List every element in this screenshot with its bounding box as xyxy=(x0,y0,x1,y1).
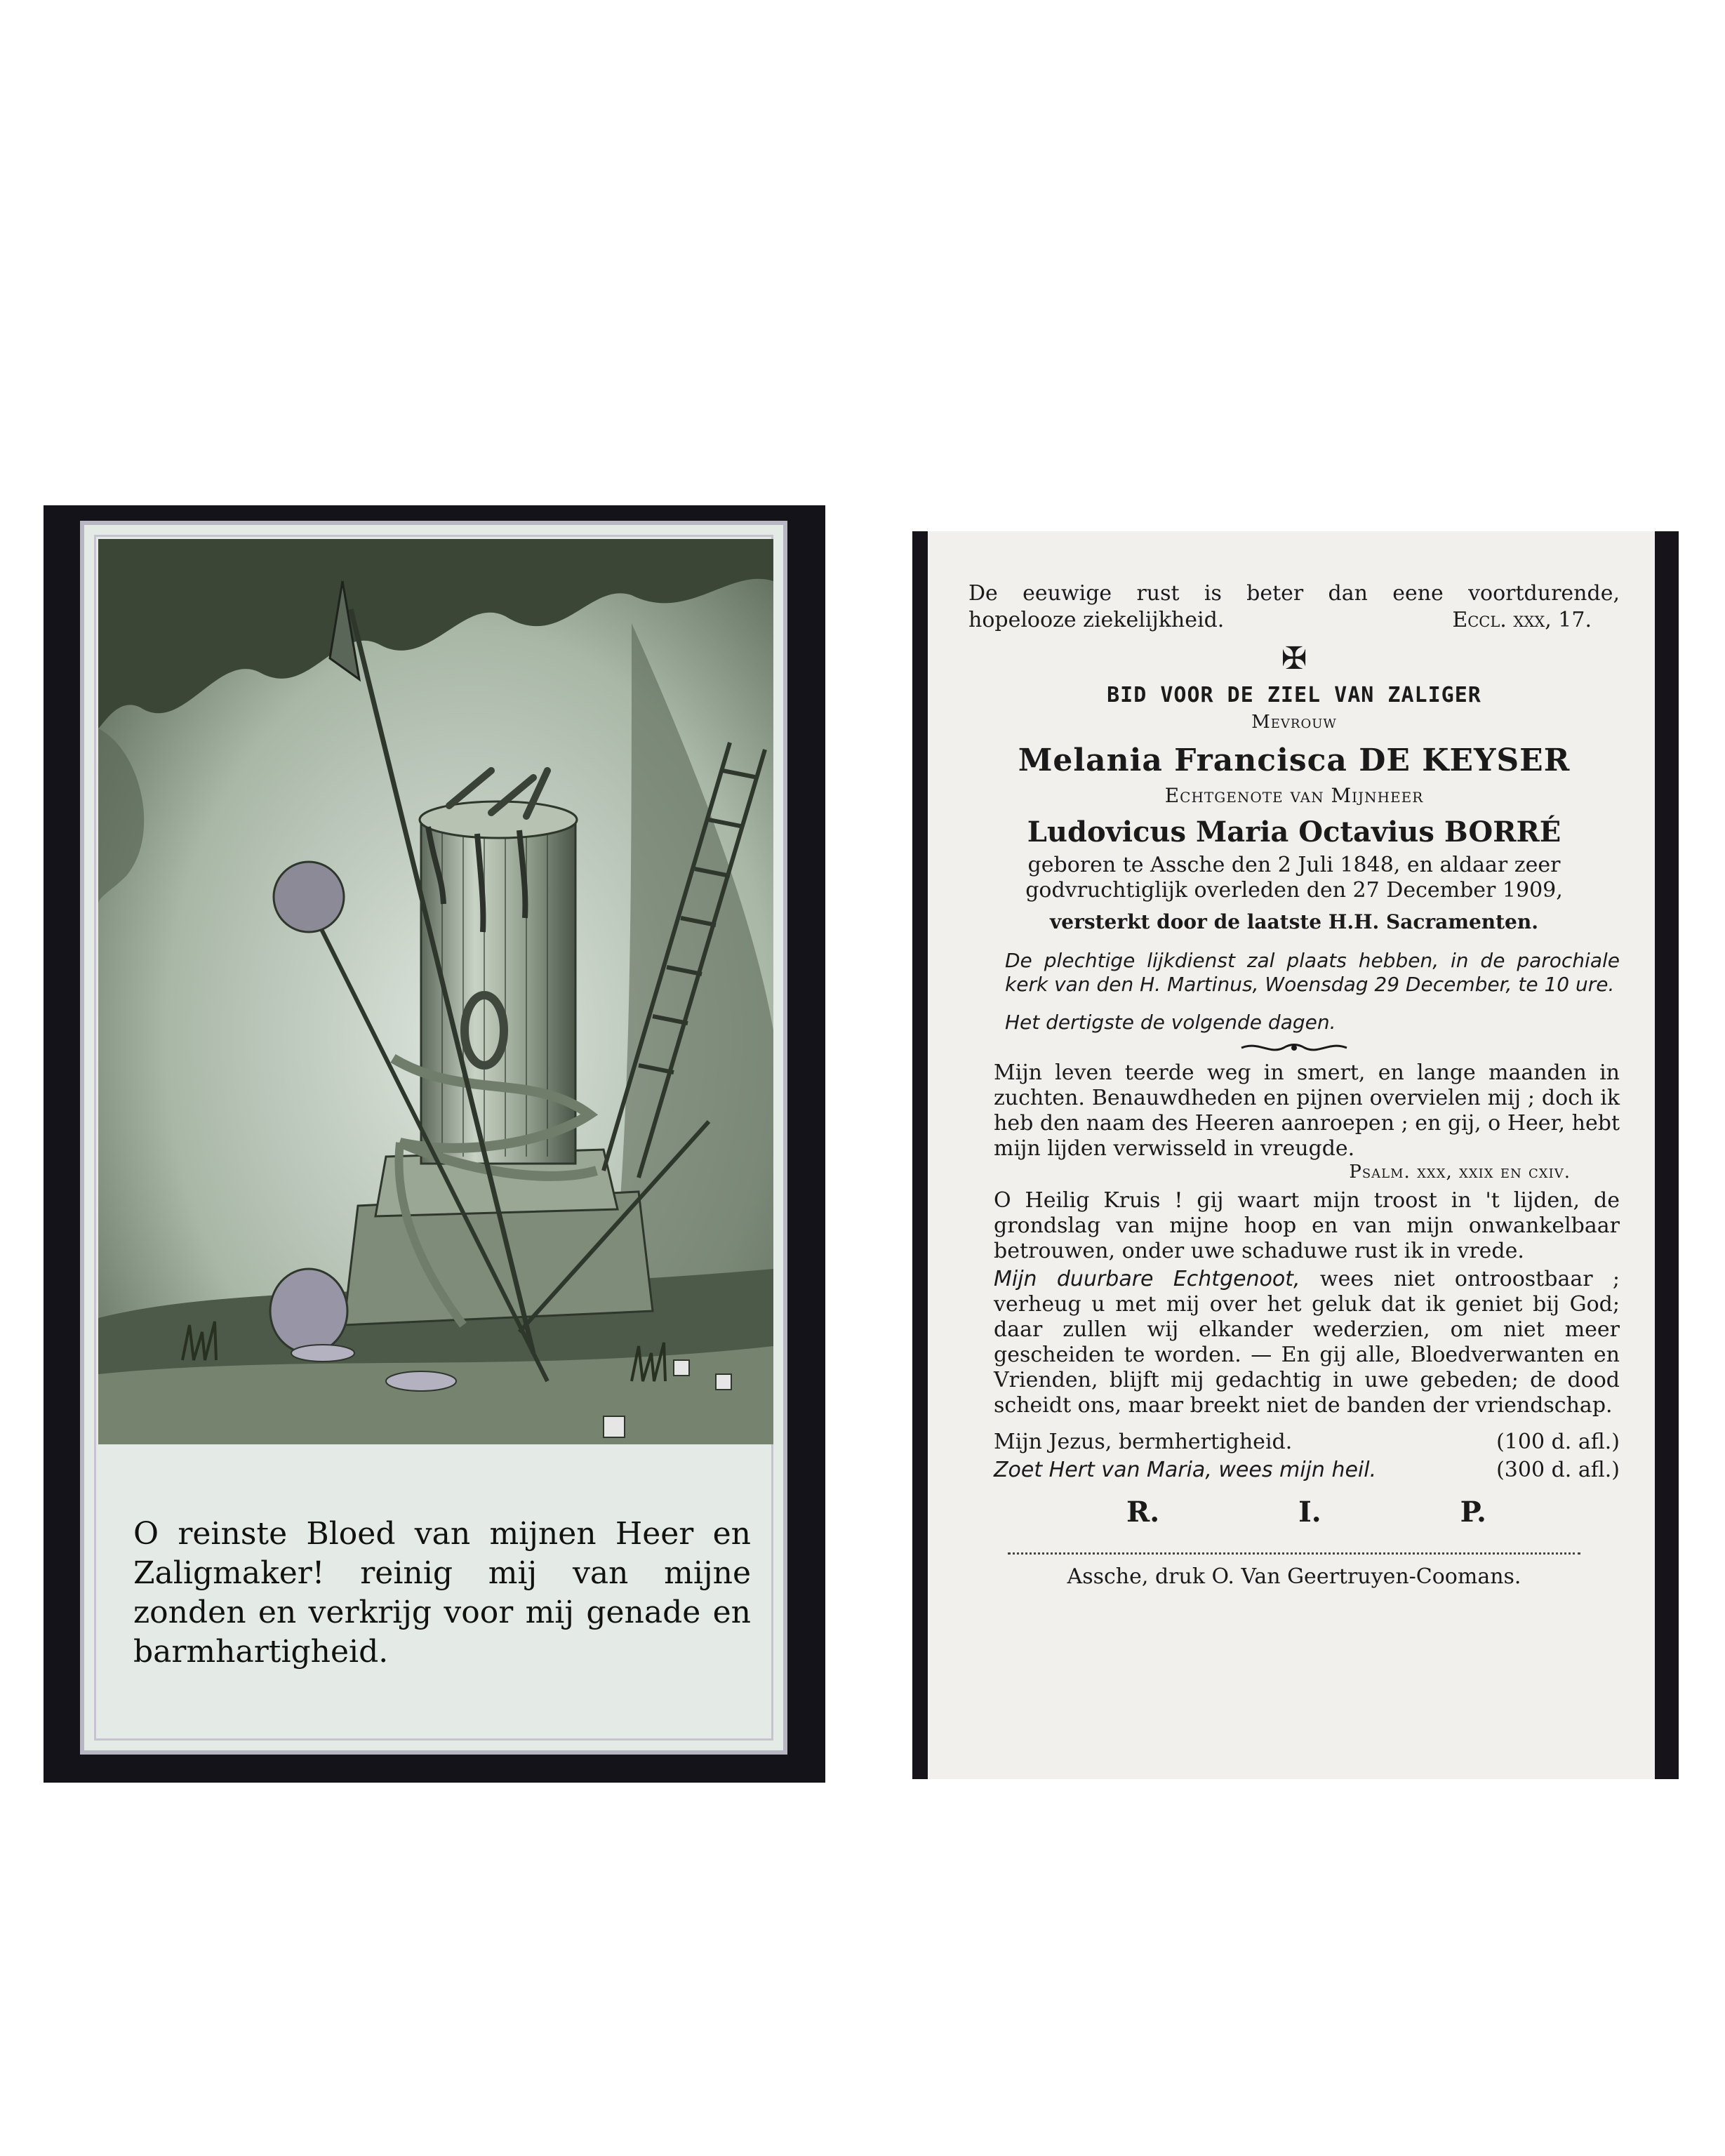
verse-2: O Heilig Kruis ! gij waart mijn troost in 't lijden, de grondslag van mijne hoop en van mijn onwankelbaar betrouwen, onder uwe schaduwe rust ik in vrede. xyxy=(994,1188,1620,1263)
funeral-notice: De plechtige lijkdienst zal plaats hebben, in de parochiale kerk van den H. Martinus, Woensdag 29 December, te 10 ure. xyxy=(1005,949,1620,996)
left-card-border xyxy=(44,505,825,1783)
verse-3-text: wees niet ontroostbaar ; verheug u met mij over het geluk dat ik geniet bij God; daar zullen wij elkander wederzien, om niet meer gescheiden te worden. — En gij alle, Bloedverwanten en Vrienden, blijft mij gedachtig in uwe gebeden; de dood scheidt ons, maar breekt niet de banden der vriendschap. xyxy=(994,1267,1620,1418)
ejaculation-2: Zoet Hert van Maria, wees mijn heil. xyxy=(994,1458,1377,1482)
dice xyxy=(604,1416,625,1437)
dotted-divider xyxy=(1008,1552,1580,1555)
ejaculation-row-2 xyxy=(968,1456,1620,1484)
rip-letter: P. xyxy=(1460,1496,1486,1529)
psalm-reference: Psalm. xxx, xxix en cxiv. xyxy=(1349,1162,1571,1183)
epigraph-line-1: De eeuwige rust is beter dan eene voortdurende, xyxy=(968,581,1620,606)
verse-3-lead: Mijn duurbare Echtgenoot, xyxy=(994,1267,1300,1291)
verse-3 xyxy=(968,1267,1620,1418)
purse xyxy=(270,1269,347,1353)
ejaculation-1: Mijn Jezus, bermhertigheid. xyxy=(994,1430,1293,1454)
passion-instruments-illustration xyxy=(98,539,773,1444)
indulgence-2: (300 d. afl.) xyxy=(1496,1458,1620,1482)
epigraph xyxy=(968,580,1620,634)
cross-icon: ✠ xyxy=(1281,641,1307,677)
sponge xyxy=(274,862,344,932)
left-card xyxy=(80,521,787,1755)
epigraph-line-2: hopelooze ziekelijkheid. xyxy=(968,608,1225,632)
deceased-name: Melania Francisca DE KEYSER xyxy=(1018,743,1571,778)
indulgence-1: (100 d. afl.) xyxy=(1496,1430,1620,1454)
thirtieth-day-notice: Het dertigste de volgende dagen. xyxy=(1005,1011,1336,1034)
husband-name: Ludovicus Maria Octavius BORRÉ xyxy=(1027,816,1561,849)
epigraph-reference: Eccl. xxx, 17. xyxy=(1452,608,1592,632)
rip-letter: I. xyxy=(1298,1496,1321,1529)
verse-1: Mijn leven teerde weg in smert, en lange maanden in zuchten. Benauwdheden en pijnen overvielen mij ; doch ik heb den naam des Heeren aanroepen ; en gij, o Heer, hebt mijn lijden verwisseld in vreugde. xyxy=(994,1060,1620,1161)
left-prayer-text: O reinste Bloed van mijnen Heer en Zaligmaker! reinig mij van mijne zonden en verkrijg voor mij genade en barmhartigheid. xyxy=(133,1516,751,1670)
right-card xyxy=(928,531,1655,1779)
birth-death-text: geboren te Assche den 2 Juli 1848, en aldaar zeer godvruchtiglijk overleden den 27 December 1909, xyxy=(1025,853,1563,903)
prayer-request-heading: BID VOOR DE ZIEL VAN ZALIGER xyxy=(1107,683,1481,707)
rip-letters xyxy=(968,1496,1620,1529)
sacraments-text: versterkt door de laatste H.H. Sacramenten. xyxy=(1050,910,1538,933)
honorific: Mevrouw xyxy=(1251,712,1337,733)
flourish-divider xyxy=(1238,1039,1350,1056)
spouse-title: Echtgenote van Mijnheer xyxy=(1164,784,1424,807)
ejaculation-row-1 xyxy=(968,1428,1620,1456)
rip-letter: R. xyxy=(1126,1496,1160,1529)
right-card-border xyxy=(912,531,1679,1779)
printer-imprint: Assche, druk O. Van Geertruyen-Coomans. xyxy=(1067,1564,1521,1589)
